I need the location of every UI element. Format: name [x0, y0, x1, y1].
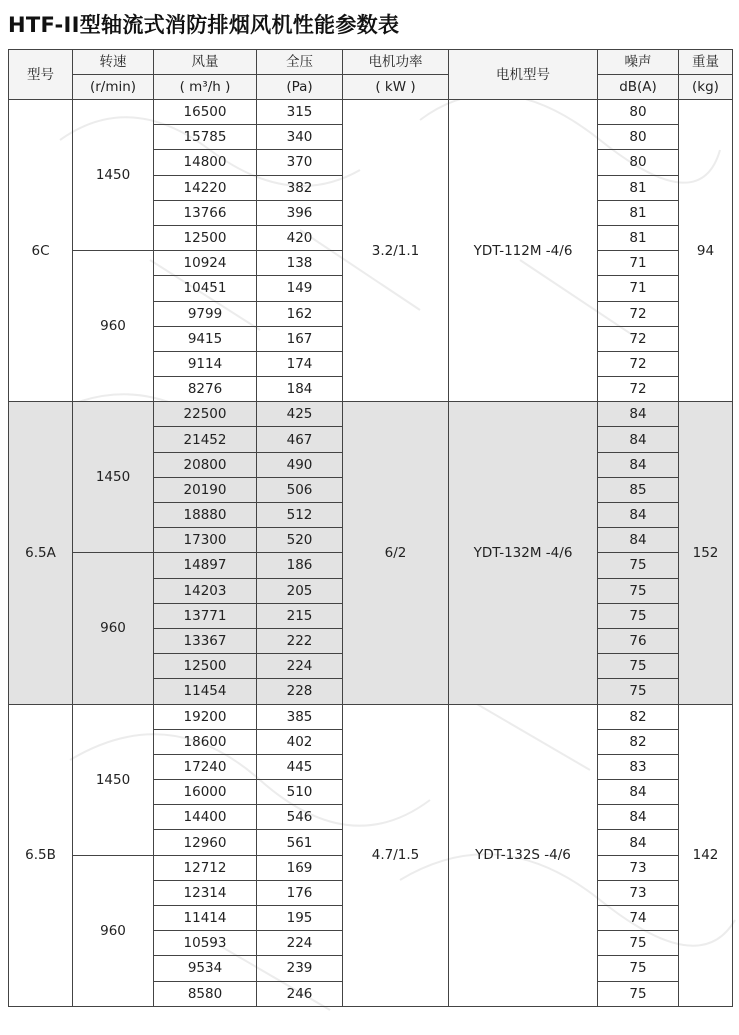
noise-cell: 84 — [598, 805, 679, 830]
weight-cell: 94 — [679, 100, 733, 402]
pressure-cell: 138 — [257, 251, 343, 276]
pressure-cell: 546 — [257, 805, 343, 830]
noise-cell: 76 — [598, 628, 679, 653]
flow-cell: 12500 — [154, 654, 257, 679]
noise-cell: 82 — [598, 704, 679, 729]
flow-cell: 9799 — [154, 301, 257, 326]
noise-cell: 82 — [598, 729, 679, 754]
motor-model-cell: YDT-132S -4/6 — [449, 704, 598, 1006]
noise-cell: 75 — [598, 578, 679, 603]
header-pressure-unit: (Pa) — [257, 75, 343, 100]
flow-cell: 9114 — [154, 351, 257, 376]
table-header — [9, 50, 733, 100]
flow-cell: 18600 — [154, 729, 257, 754]
noise-cell: 84 — [598, 528, 679, 553]
pressure-cell: 370 — [257, 150, 343, 175]
header-speed: 转速 — [73, 50, 154, 75]
noise-cell: 84 — [598, 427, 679, 452]
pressure-cell: 382 — [257, 175, 343, 200]
speed-cell: 960 — [73, 855, 154, 1006]
noise-cell: 84 — [598, 780, 679, 805]
flow-cell: 21452 — [154, 427, 257, 452]
flow-cell: 16000 — [154, 780, 257, 805]
noise-cell: 75 — [598, 981, 679, 1006]
header-noise-unit: dB(A) — [598, 75, 679, 100]
flow-cell: 11414 — [154, 906, 257, 931]
flow-cell: 22500 — [154, 402, 257, 427]
noise-cell: 80 — [598, 125, 679, 150]
header-weight-unit: (kg) — [679, 75, 733, 100]
flow-cell: 12960 — [154, 830, 257, 855]
noise-cell: 84 — [598, 830, 679, 855]
speed-cell: 1450 — [73, 704, 154, 855]
flow-cell: 20190 — [154, 477, 257, 502]
flow-cell: 17240 — [154, 754, 257, 779]
pressure-cell: 512 — [257, 503, 343, 528]
noise-cell: 81 — [598, 225, 679, 250]
pressure-cell: 315 — [257, 100, 343, 125]
flow-cell: 13766 — [154, 200, 257, 225]
pressure-cell: 561 — [257, 830, 343, 855]
pressure-cell: 186 — [257, 553, 343, 578]
noise-cell: 84 — [598, 503, 679, 528]
flow-cell: 14897 — [154, 553, 257, 578]
weight-cell: 152 — [679, 402, 733, 704]
noise-cell: 75 — [598, 654, 679, 679]
noise-cell: 80 — [598, 100, 679, 125]
pressure-cell: 228 — [257, 679, 343, 704]
flow-cell: 18880 — [154, 503, 257, 528]
flow-cell: 10451 — [154, 276, 257, 301]
flow-cell: 14220 — [154, 175, 257, 200]
header-model: 型号 — [9, 50, 73, 100]
pressure-cell: 340 — [257, 125, 343, 150]
motor-model-cell: YDT-132M -4/6 — [449, 402, 598, 704]
pressure-cell: 169 — [257, 855, 343, 880]
pressure-cell: 520 — [257, 528, 343, 553]
pressure-cell: 184 — [257, 377, 343, 402]
noise-cell: 75 — [598, 553, 679, 578]
noise-cell: 72 — [598, 326, 679, 351]
noise-cell: 85 — [598, 477, 679, 502]
pressure-cell: 162 — [257, 301, 343, 326]
pressure-cell: 402 — [257, 729, 343, 754]
speed-cell: 1450 — [73, 402, 154, 553]
noise-cell: 81 — [598, 200, 679, 225]
pressure-cell: 445 — [257, 754, 343, 779]
table-body — [9, 100, 733, 1007]
flow-cell: 14800 — [154, 150, 257, 175]
pressure-cell: 176 — [257, 880, 343, 905]
flow-cell: 11454 — [154, 679, 257, 704]
pressure-cell: 205 — [257, 578, 343, 603]
noise-cell: 72 — [598, 377, 679, 402]
pressure-cell: 246 — [257, 981, 343, 1006]
flow-cell: 17300 — [154, 528, 257, 553]
pressure-cell: 490 — [257, 452, 343, 477]
noise-cell: 71 — [598, 251, 679, 276]
pressure-cell: 506 — [257, 477, 343, 502]
pressure-cell: 149 — [257, 276, 343, 301]
pressure-cell: 215 — [257, 603, 343, 628]
header-speed-unit: (r/min) — [73, 75, 154, 100]
speed-cell: 1450 — [73, 100, 154, 251]
noise-cell: 75 — [598, 956, 679, 981]
pressure-cell: 420 — [257, 225, 343, 250]
pressure-cell: 396 — [257, 200, 343, 225]
flow-cell: 9415 — [154, 326, 257, 351]
flow-cell: 20800 — [154, 452, 257, 477]
pressure-cell: 195 — [257, 906, 343, 931]
power-cell: 6/2 — [343, 402, 449, 704]
pressure-cell: 224 — [257, 931, 343, 956]
header-motor: 电机型号 — [449, 50, 598, 100]
noise-cell: 80 — [598, 150, 679, 175]
header-weight: 重量 — [679, 50, 733, 75]
header-flow-unit: ( m³/h ) — [154, 75, 257, 100]
header-power-unit: ( kW ) — [343, 75, 449, 100]
table-row — [9, 100, 733, 125]
speed-cell: 960 — [73, 251, 154, 402]
pressure-cell: 224 — [257, 654, 343, 679]
noise-cell: 73 — [598, 855, 679, 880]
flow-cell: 14400 — [154, 805, 257, 830]
noise-cell: 75 — [598, 931, 679, 956]
flow-cell: 12500 — [154, 225, 257, 250]
noise-cell: 72 — [598, 351, 679, 376]
flow-cell: 14203 — [154, 578, 257, 603]
flow-cell: 10593 — [154, 931, 257, 956]
header-noise: 噪声 — [598, 50, 679, 75]
model-cell: 6.5A — [9, 402, 73, 704]
motor-model-cell: YDT-112M -4/6 — [449, 100, 598, 402]
noise-cell: 81 — [598, 175, 679, 200]
speed-cell: 960 — [73, 553, 154, 704]
power-cell: 4.7/1.5 — [343, 704, 449, 1006]
power-cell: 3.2/1.1 — [343, 100, 449, 402]
header-pressure: 全压 — [257, 50, 343, 75]
pressure-cell: 510 — [257, 780, 343, 805]
pressure-cell: 167 — [257, 326, 343, 351]
noise-cell: 75 — [598, 679, 679, 704]
flow-cell: 13771 — [154, 603, 257, 628]
header-power: 电机功率 — [343, 50, 449, 75]
pressure-cell: 467 — [257, 427, 343, 452]
flow-cell: 19200 — [154, 704, 257, 729]
header-flow: 风量 — [154, 50, 257, 75]
pressure-cell: 425 — [257, 402, 343, 427]
flow-cell: 15785 — [154, 125, 257, 150]
flow-cell: 16500 — [154, 100, 257, 125]
model-cell: 6.5B — [9, 704, 73, 1006]
flow-cell: 8580 — [154, 981, 257, 1006]
performance-parameter-table — [8, 49, 733, 1007]
noise-cell: 83 — [598, 754, 679, 779]
table-row — [9, 704, 733, 729]
flow-cell: 12712 — [154, 855, 257, 880]
pressure-cell: 239 — [257, 956, 343, 981]
noise-cell: 84 — [598, 452, 679, 477]
flow-cell: 10924 — [154, 251, 257, 276]
weight-cell: 142 — [679, 704, 733, 1006]
flow-cell: 8276 — [154, 377, 257, 402]
noise-cell: 73 — [598, 880, 679, 905]
table-row — [9, 402, 733, 427]
noise-cell: 84 — [598, 402, 679, 427]
flow-cell: 12314 — [154, 880, 257, 905]
pressure-cell: 222 — [257, 628, 343, 653]
pressure-cell: 385 — [257, 704, 343, 729]
flow-cell: 9534 — [154, 956, 257, 981]
noise-cell: 75 — [598, 603, 679, 628]
page-title: HTF-II型轴流式消防排烟风机性能参数表 — [8, 13, 400, 37]
flow-cell: 13367 — [154, 628, 257, 653]
noise-cell: 72 — [598, 301, 679, 326]
pressure-cell: 174 — [257, 351, 343, 376]
model-cell: 6C — [9, 100, 73, 402]
noise-cell: 74 — [598, 906, 679, 931]
noise-cell: 71 — [598, 276, 679, 301]
